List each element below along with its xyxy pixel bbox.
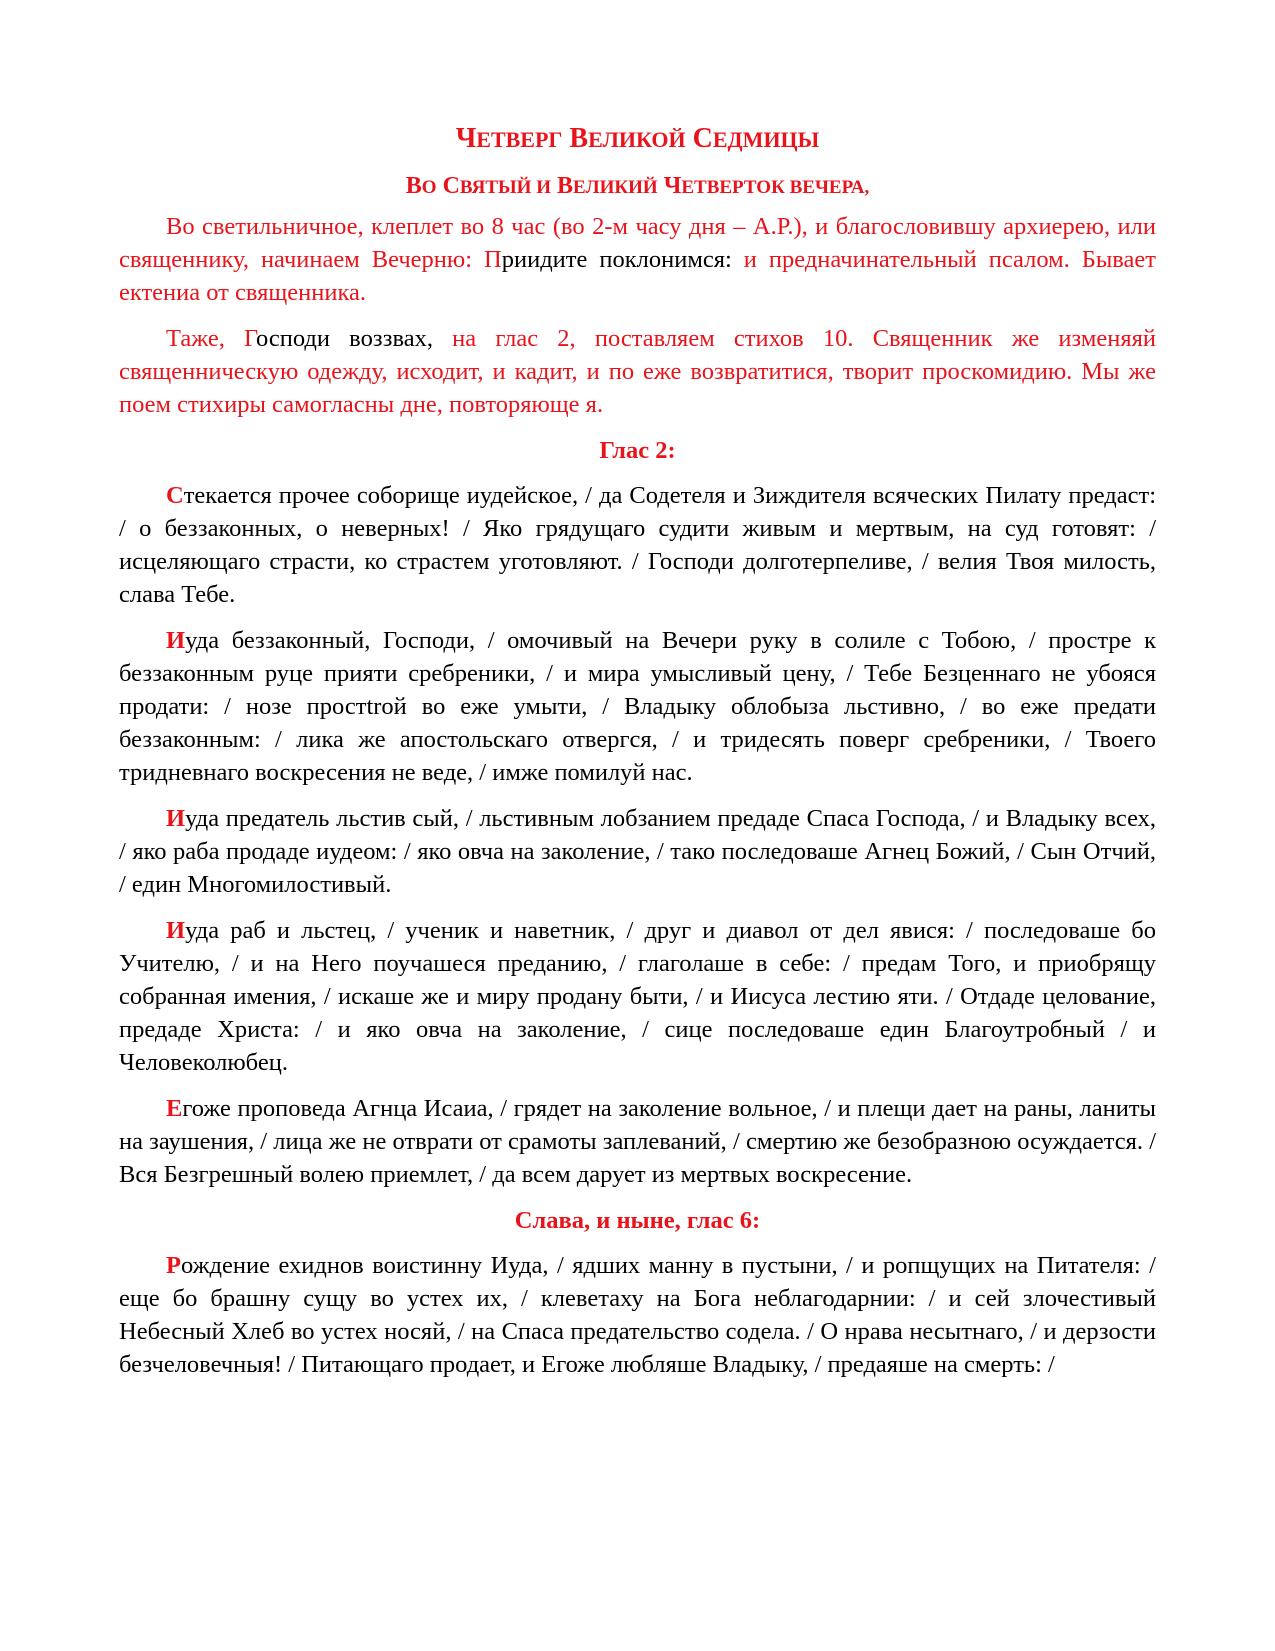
sticheron-3: Иуда предатель льстив сый, / льстивным лобзанием предаде Спаса Господа, / и Владыку всех, / яко раба продаде иудеом: / яко овча на заколение, / тако последоваше Агнец Божий, / Сын Отчий, / един Многомилостивый. bbox=[119, 805, 1156, 898]
sticheron-1: Стекается прочее соборище иудейское, / да Содетеля и Зиждителя всяческих Пилату предаст: / о беззаконных, о неверных! / Яко грядущаго судити живым и мертвым, на суд готовят: / исцеляющаго страсти, ко страстем уготовляют. / Господи долготерпеливе, / велия Твоя милость, слава Тебе. bbox=[119, 482, 1156, 608]
section-heading-glory: Слава, и ныне, глас 6: bbox=[514, 1207, 761, 1234]
section-heading-tone-2: Глас 2: bbox=[599, 437, 676, 464]
sticheron-5: Егоже проповеда Агнца Исаиа, / грядет на заколение вольное, / и плещи дает на раны, ланиты на заушения, / лица же не отврати от срамоты заплеваний, / смертию же безобразною осуждается. / Вся Безгрешный волею приемлет, / да всем дарует из мертвых воскресение. bbox=[119, 1095, 1156, 1188]
page-title: ЧЕТВЕРГ ВЕЛИКОЙ СЕДМИЦЫ bbox=[455, 123, 820, 154]
rubric-paragraph-1: Во светильничное, клеплет во 8 час (во 2-м часу дня – А.Р.), и благословившу архиерею, или священнику, начинаем Вечерню: Приидите поклонимся: и предначинательный псалом. Бывает ектениа от священника. bbox=[119, 213, 1156, 306]
sticheron-final: Рождение ехиднов воистинну Иуда, / ядших манну в пустыни, / и ропщущих на Питателя: / еще бо брашну сущу во устех их, / клеветаху на Бога неблагодарнии: / и сей злочестивый Небесный Хлеб во устех носяй, / на Спаса предательство содела. / О нрава несытнаго, / и дерзости безчеловечныя! / Питающаго продает, и Егоже любляше Владыку, / предаяше на смерть: / bbox=[119, 1252, 1156, 1378]
sticheron-2: Иуда беззаконный, Господи, / омочивый на Вечери руку в солиле с Тобою, / простре к беззаконным руце прияти сребреники, / и мира умысливый цену, / Тебе Безценнаго не убояся продати: / нозе простtroй во еже умыти, / Владыку облобыза льстивно, / во еже предати беззаконным: / лика же апостольскаго отвергся, / и тридесять поверг сребреники, / Твоего тридневнаго воскресения не веде, / имже помилуй нас. bbox=[119, 627, 1156, 786]
page-subtitle: ВО СВЯТЫЙ И ВЕЛИКИЙ ЧЕТВЕРТОК ВЕЧЕРА, bbox=[405, 173, 870, 199]
rubric-paragraph-2: Таже, Господи воззвах, на глас 2, поставляем стихов 10. Священник же изменяяй священническую одежду, исходит, и кадит, и по еже возвратитися, творит проскомидию. Мы же поем стихиры самогласны дне, повторяюще я. bbox=[119, 325, 1156, 418]
document-page bbox=[119, 122, 1156, 1394]
sticheron-4: Иуда раб и льстец, / ученик и наветник, / друг и диавол от дел явися: / последоваше бо Учителю, / и на Него поучашеся преданию, / глаголаше в себе: / предам Того, и приобрящу собранная имения, / искаше же и миру продану быти, / и Иисуса лестию яти. / Отдаде целование, предаде Христа: / и яко овча на заколение, / сице последоваше един Благоутробный / и Человеколюбец. bbox=[119, 917, 1156, 1076]
